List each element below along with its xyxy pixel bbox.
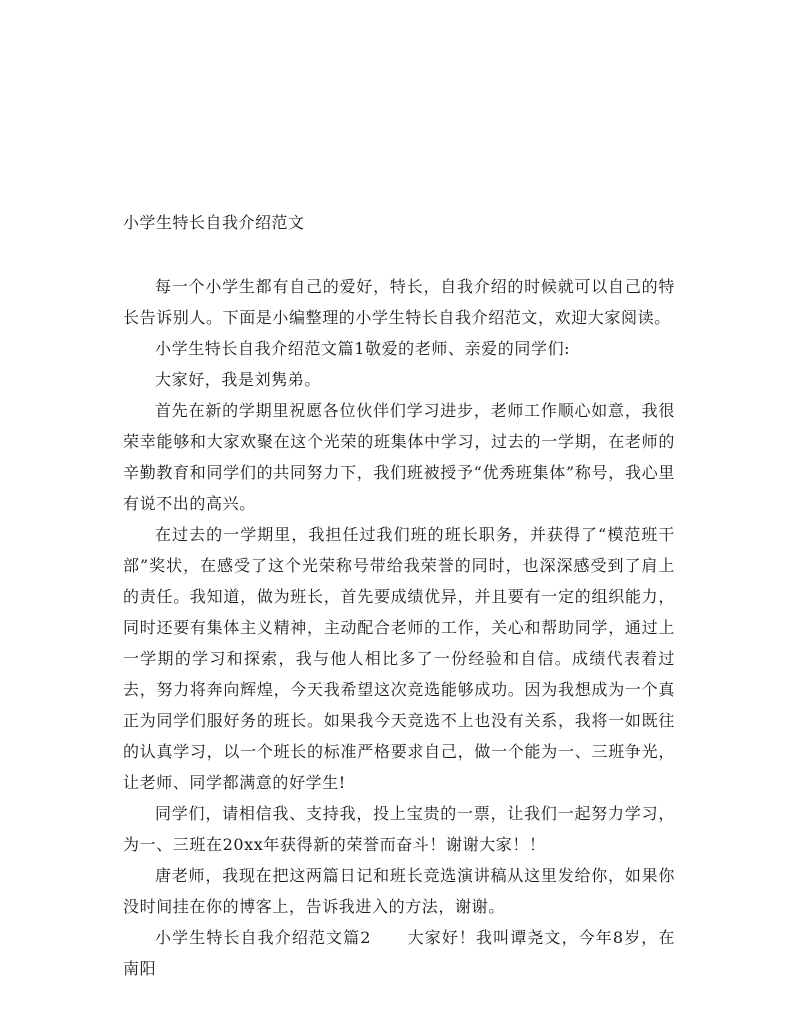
paragraph-wishes: 首先在新的学期里祝愿各位伙伴们学习进步，老师工作顺心如意，我很荣幸能够和大家欢聚在这个光荣的班集体中学习，过去的一学期，在老师的辛勤教育和同学们的共同努力下，我们班被授予“优秀班集体”称号，我心里有说不出的高兴。	[123, 401, 675, 513]
document-body	[123, 271, 675, 984]
paragraph-intro: 每一个小学生都有自己的爱好，特长，自我介绍的时候就可以自己的特长告诉别人。下面是小编整理的小学生特长自我介绍范文，欢迎大家阅读。	[123, 277, 675, 327]
paragraph-monitor-experience: 在过去的一学期里，我担任过我们班的班长职务，并获得了“模范班干部”奖状，在感受了这个光荣称号带给我荣誉的同时，也深深感受到了肩上的责任。我知道，做为班长，首先要成绩优异，并且要有一定的组织能力，同时还要有集体主义精神，主动配合老师的工作，关心和帮助同学，通过上一学期的学习和探索，我与他人相比多了一份经验和自信。成绩代表着过去，努力将奔向辉煌，今天我希望这次竞选能够成功。因为我想成为一个真正为同学们服好务的班长。如果我今天竞选不上也没有关系，我将一如既往的认真学习，以一个班长的标准严格要求自己，做一个能为一、三班争光，让老师、同学都满意的好学生!	[123, 525, 675, 792]
article2-heading: 小学生特长自我介绍范文篇2	[155, 928, 372, 947]
paragraph-vote-appeal: 同学们，请相信我、支持我，投上宝贵的一票，让我们一起努力学习，为一、三班在20xx年获得新的荣誉而奋斗！谢谢大家！！	[123, 804, 675, 854]
paragraph-article2	[123, 922, 675, 984]
paragraph-teacher-note: 唐老师，我现在把这两篇日记和班长竞选演讲稿从这里发给你，如果你没时间挂在你的博客上，告诉我进入的方法，谢谢。	[123, 866, 675, 916]
document-title: 小学生特长自我介绍范文	[123, 213, 305, 232]
article2-text: 大家好！我叫谭尧文，今年8岁，在南阳	[123, 928, 676, 978]
paragraph-article1-heading: 小学生特长自我介绍范文篇1敬爱的老师、亲爱的同学们:	[155, 339, 571, 358]
paragraph-greeting: 大家好，我是刘隽弟。	[155, 370, 322, 389]
